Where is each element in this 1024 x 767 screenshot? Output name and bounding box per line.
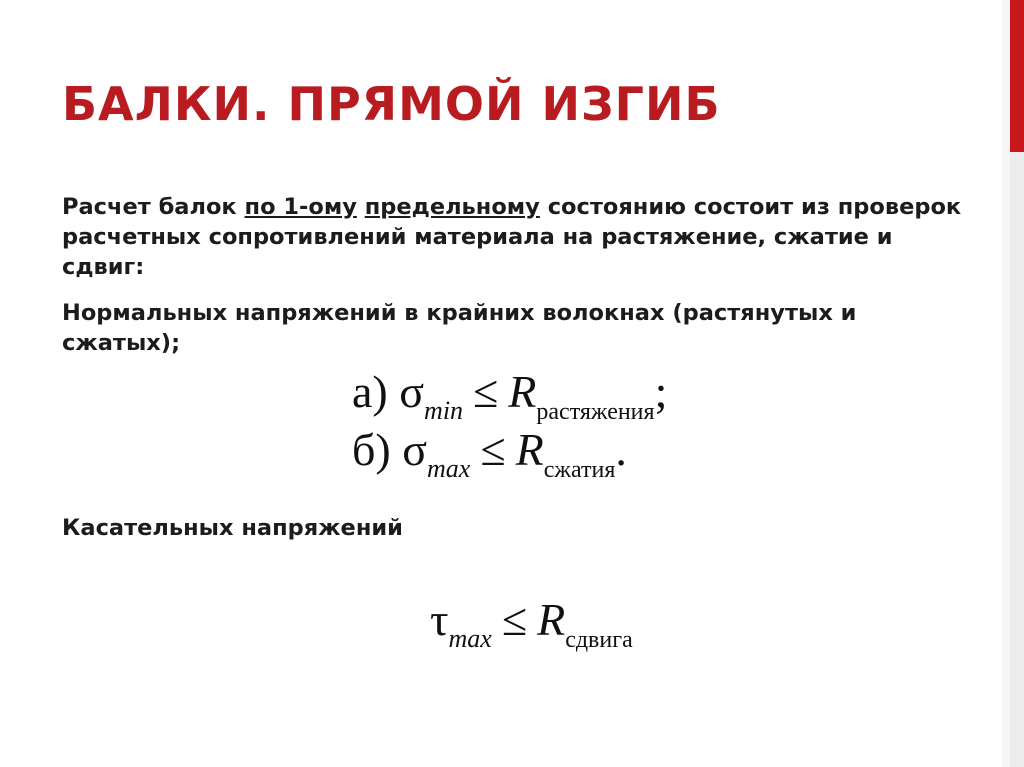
formula-c-subscript: max: [448, 624, 492, 653]
formula-c-r: R: [537, 594, 566, 645]
formula-b-r: R: [515, 424, 544, 475]
formula-b-prefix: б) σ: [352, 424, 428, 475]
formula-a-end: ;: [654, 366, 668, 417]
formula-a-subscript: min: [424, 396, 464, 425]
side-bar-accent: [1010, 0, 1024, 152]
formula-c-r-subscript: сдвига: [565, 627, 633, 653]
formula-b-r-subscript: сжатия: [543, 457, 616, 483]
formula-a-r-subscript: растяжения: [536, 399, 655, 425]
formula-a-prefix: а) σ: [352, 366, 425, 417]
intro-paragraph: [62, 192, 962, 282]
formula-compression: [352, 424, 627, 484]
intro-text-3: состоянию состоит из проверок расчетных сопротивлений материала на растяжение, сжатие и сдвиг:: [62, 194, 962, 280]
formula-c-prefix: τ: [430, 594, 449, 645]
formula-b-subscript: max: [427, 454, 471, 483]
formula-c-relation: ≤: [501, 594, 528, 645]
formula-b-relation: ≤: [480, 424, 506, 475]
formula-tension: [352, 366, 667, 426]
normal-stress-paragraph: Нормальных напряжений в крайних волокнах (растянутых и сжатых);: [62, 300, 857, 356]
formula-a-r: R: [508, 366, 537, 417]
formula-b-end: .: [615, 424, 627, 475]
intro-text-2: [357, 194, 365, 220]
formula-a-relation: ≤: [473, 366, 499, 417]
underlined-term-first: по 1-ому: [244, 194, 357, 220]
intro-text-1: Расчет балок: [62, 194, 245, 220]
slide-title: БАЛКИ. ПРЯМОЙ ИЗГИБ: [62, 77, 721, 131]
formula-shear: [430, 592, 633, 656]
side-bar-gap: [1002, 0, 1010, 767]
shear-stress-paragraph: Касательных напряжений: [62, 515, 403, 541]
underlined-term-limit: предельному: [364, 194, 540, 220]
